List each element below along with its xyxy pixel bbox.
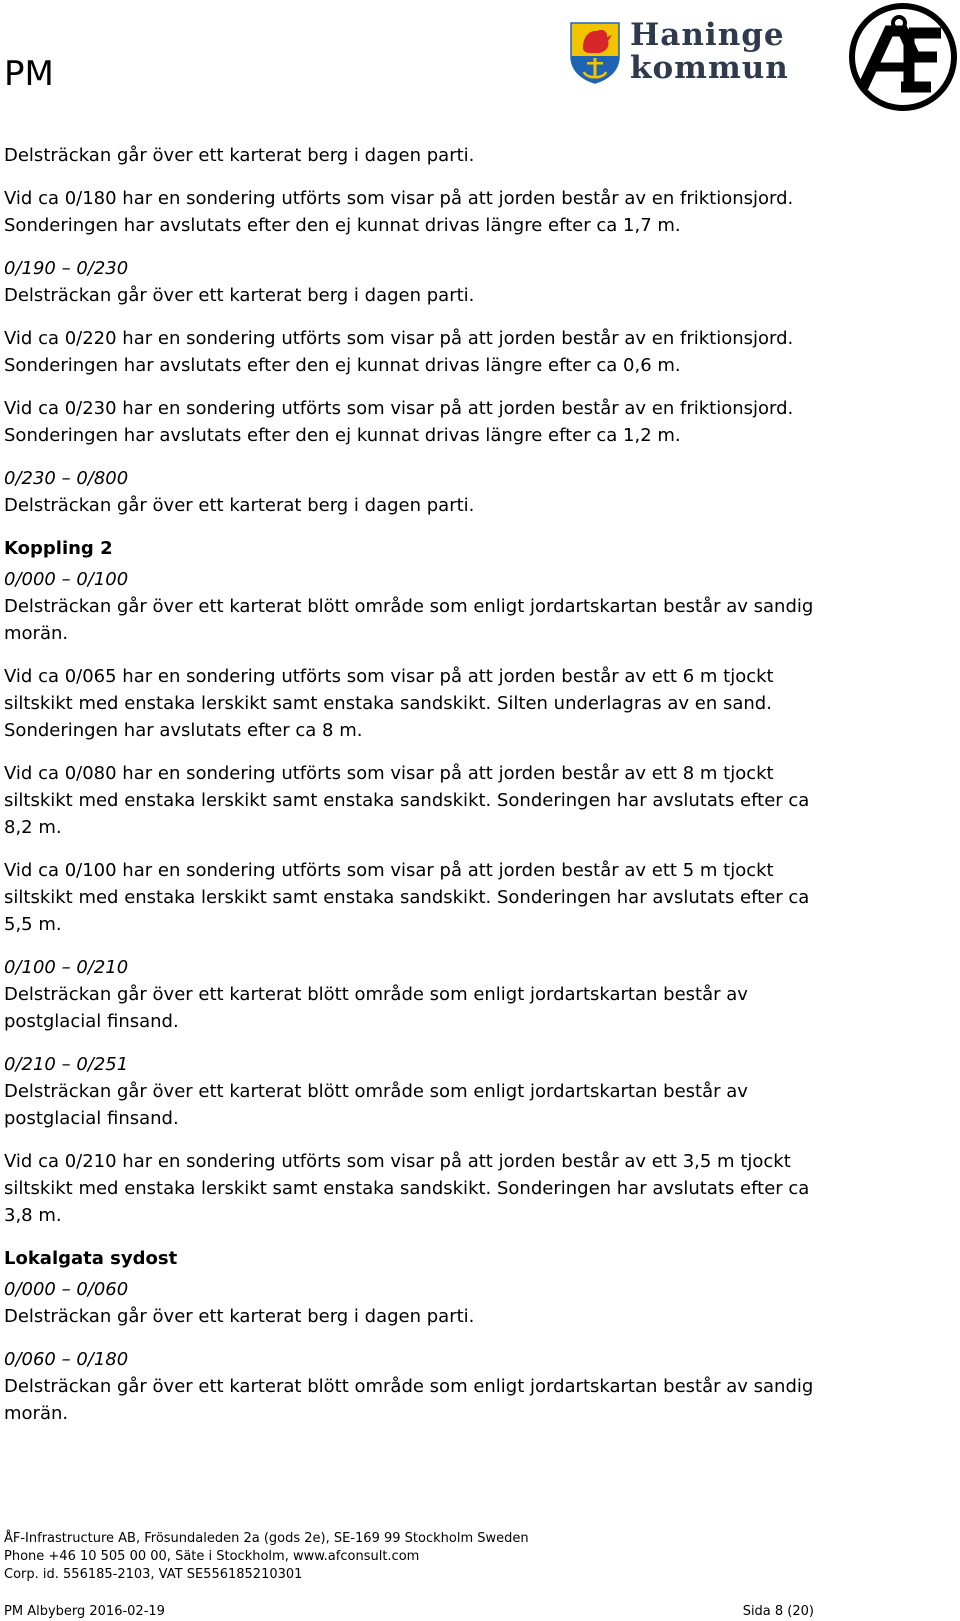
section-heading: Lokalgata sydost xyxy=(4,1248,178,1269)
section-chainage: 0/210 – 0/251 xyxy=(4,1054,129,1075)
footer-address-line: Phone +46 10 505 00 00, Säte i Stockholm, www.afconsult.com xyxy=(4,1549,420,1564)
paragraph: Delsträckan går över ett karterat blött område som enligt jordartskartan består av sandig morän. xyxy=(4,596,814,644)
section-chainage: 0/060 – 0/180 xyxy=(4,1349,129,1370)
footer-address-line: Corp. id. 556185-2103, VAT SE556185210301 xyxy=(4,1567,303,1582)
paragraph: Delsträckan går över ett karterat blött område som enligt jordartskartan består av postglacial finsand. xyxy=(4,1081,748,1129)
haninge-wordmark-line2: kommun xyxy=(630,50,789,86)
section-chainage: 0/190 – 0/230 xyxy=(4,258,129,279)
paragraph: Delsträckan går över ett karterat berg i dagen parti. xyxy=(4,1306,475,1327)
haninge-crest-icon xyxy=(570,22,620,84)
section-chainage: 0/230 – 0/800 xyxy=(4,468,129,489)
paragraph: Delsträckan går över ett karterat blött område som enligt jordartskartan består av sandig morän. xyxy=(4,1376,814,1424)
footer-company-address xyxy=(4,1530,529,1584)
paragraph: Vid ca 0/220 har en sondering utförts som visar på att jorden består av en friktionsjord. Sonderingen har avslutats efter den ej kunnat drivas längre efter ca 0,6 m. xyxy=(4,328,794,376)
paragraph: Delsträckan går över ett karterat berg i dagen parti. xyxy=(4,145,475,166)
haninge-wordmark-line1: Haninge xyxy=(630,17,785,53)
section-chainage: 0/000 – 0/060 xyxy=(4,1279,129,1300)
paragraph: Vid ca 0/210 har en sondering utförts som visar på att jorden består av ett 3,5 m tjockt siltskikt med enstaka lerskikt samt enstaka sandskikt. Sonderingen har avslutats efter ca 3,8 m. xyxy=(4,1151,810,1226)
paragraph: Vid ca 0/065 har en sondering utförts som visar på att jorden består av ett 6 m tjockt siltskikt med enstaka lerskikt samt enstaka sandskikt. Silten underlagras av en sand. Sonderingen har avslutats efter ca 8 m. xyxy=(4,666,774,741)
haninge-kommun-logo xyxy=(590,17,800,92)
paragraph: Vid ca 0/180 har en sondering utförts som visar på att jorden består av en friktionsjord. Sonderingen har avslutats efter den ej kunnat drivas längre efter ca 1,7 m. xyxy=(4,188,794,236)
paragraph: Delsträckan går över ett karterat berg i dagen parti. xyxy=(4,285,475,306)
footer-page-number: Sida 8 (20) xyxy=(742,1604,814,1619)
footer-address-line: ÅF-Infrastructure AB, Frösundaleden 2a (gods 2e), SE-169 99 Stockholm Sweden xyxy=(4,1531,529,1546)
document-body xyxy=(4,142,834,1427)
section-chainage: 0/100 – 0/210 xyxy=(4,957,129,978)
footer-document-reference: PM Albyberg 2016-02-19 xyxy=(4,1604,165,1619)
af-logo-icon xyxy=(847,1,959,113)
page-footer xyxy=(4,1604,960,1620)
paragraph: Vid ca 0/100 har en sondering utförts som visar på att jorden består av ett 5 m tjockt siltskikt med enstaka lerskikt samt enstaka sandskikt. Sonderingen har avslutats efter ca 5,5 m. xyxy=(4,860,810,935)
section-heading: Koppling 2 xyxy=(4,538,113,559)
paragraph: Delsträckan går över ett karterat blött område som enligt jordartskartan består av postglacial finsand. xyxy=(4,984,748,1032)
section-chainage: 0/000 – 0/100 xyxy=(4,569,129,590)
af-logo xyxy=(847,1,959,117)
paragraph: Vid ca 0/080 har en sondering utförts som visar på att jorden består av ett 8 m tjockt siltskikt med enstaka lerskikt samt enstaka sandskikt. Sonderingen har avslutats efter ca 8,2 m. xyxy=(4,763,810,838)
document-type-label: PM xyxy=(4,54,54,94)
paragraph: Vid ca 0/230 har en sondering utförts som visar på att jorden består av en friktionsjord. Sonderingen har avslutats efter den ej kunnat drivas längre efter ca 1,2 m. xyxy=(4,398,794,446)
paragraph: Delsträckan går över ett karterat berg i dagen parti. xyxy=(4,495,475,516)
